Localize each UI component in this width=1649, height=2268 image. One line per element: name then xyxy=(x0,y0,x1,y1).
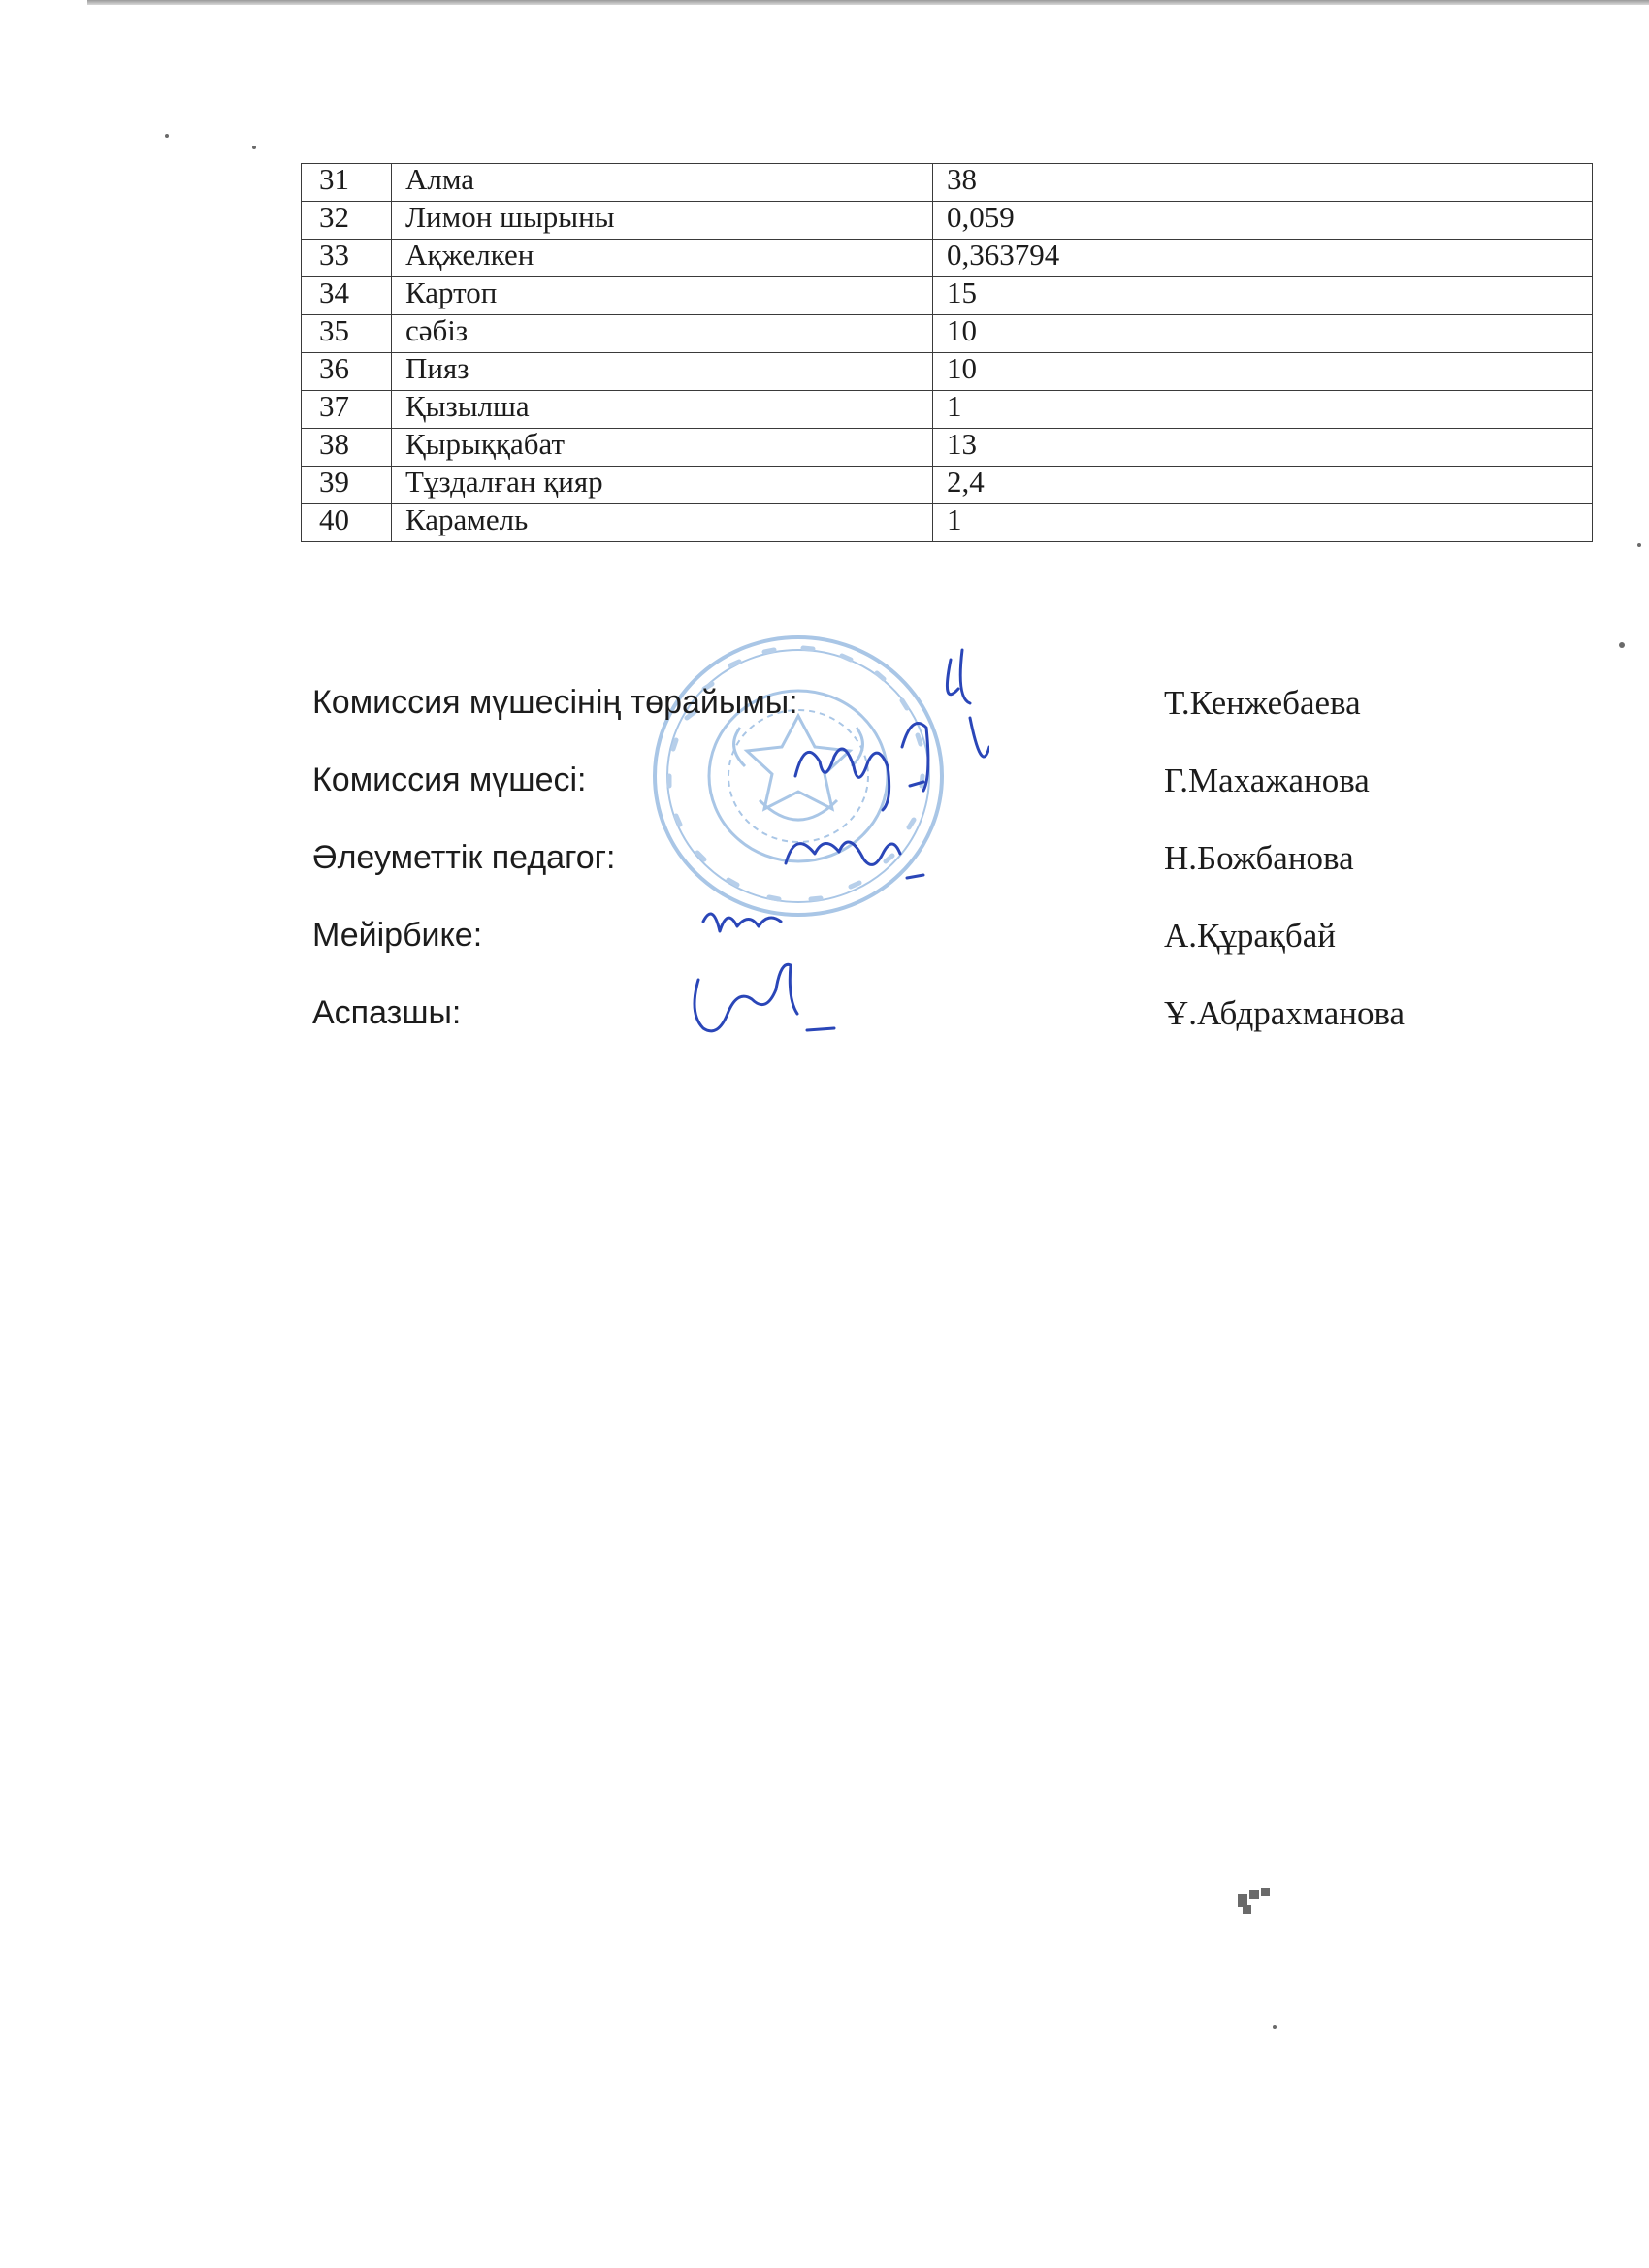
product-amount: 1 xyxy=(933,504,1593,542)
product-amount: 10 xyxy=(933,353,1593,391)
product-amount: 2,4 xyxy=(933,467,1593,504)
product-amount: 38 xyxy=(933,164,1593,202)
product-amount: 0,363794 xyxy=(933,240,1593,277)
table-row xyxy=(302,202,1593,240)
signatory-role: Комиссия мүшесінің төрайымы: xyxy=(312,684,798,721)
table-row xyxy=(302,467,1593,504)
row-number: 38 xyxy=(302,429,392,467)
table-row xyxy=(302,353,1593,391)
signatory-role: Аспазшы: xyxy=(312,994,462,1031)
signatory-role: Әлеуметтік педагог: xyxy=(312,839,616,876)
row-number: 32 xyxy=(302,202,392,240)
product-amount: 15 xyxy=(933,277,1593,315)
table-row xyxy=(302,315,1593,353)
product-name: Алма xyxy=(392,164,933,202)
signature-row xyxy=(312,761,1573,810)
product-name: Лимон шырыны xyxy=(392,202,933,240)
product-name: сәбіз xyxy=(392,315,933,353)
table-row xyxy=(302,240,1593,277)
signature-row xyxy=(312,917,1573,965)
product-name: Ақжелкен xyxy=(392,240,933,277)
row-number: 35 xyxy=(302,315,392,353)
signature-row xyxy=(312,839,1573,888)
product-name: Қырыққабат xyxy=(392,429,933,467)
row-number: 39 xyxy=(302,467,392,504)
signatory-role: Комиссия мүшесі: xyxy=(312,761,587,798)
product-name: Картоп xyxy=(392,277,933,315)
products-table xyxy=(301,163,1593,542)
table-row xyxy=(302,164,1593,202)
row-number: 36 xyxy=(302,353,392,391)
table-row xyxy=(302,277,1593,315)
row-number: 40 xyxy=(302,504,392,542)
product-name: Пияз xyxy=(392,353,933,391)
row-number: 37 xyxy=(302,391,392,429)
signatory-name: А.Құрақбай xyxy=(1164,917,1336,955)
table-row xyxy=(302,391,1593,429)
product-amount: 13 xyxy=(933,429,1593,467)
signatory-name: Г.Махажанова xyxy=(1164,761,1370,799)
product-name: Тұздалған қияр xyxy=(392,467,933,504)
table-row xyxy=(302,429,1593,467)
signatory-role: Мейірбике: xyxy=(312,917,483,954)
signature-row xyxy=(312,994,1573,1043)
table-row xyxy=(302,504,1593,542)
product-amount: 0,059 xyxy=(933,202,1593,240)
row-number: 34 xyxy=(302,277,392,315)
row-number: 33 xyxy=(302,240,392,277)
signature-row xyxy=(312,684,1573,732)
product-name: Карамель xyxy=(392,504,933,542)
signatory-name: Ұ.Абдрахманова xyxy=(1164,994,1406,1032)
signatory-name: Т.Кенжебаева xyxy=(1164,684,1361,722)
product-amount: 10 xyxy=(933,315,1593,353)
product-name: Қызылша xyxy=(392,391,933,429)
signatory-name: Н.Божбанова xyxy=(1164,839,1354,877)
scan-top-edge xyxy=(87,0,1649,5)
row-number: 31 xyxy=(302,164,392,202)
product-amount: 1 xyxy=(933,391,1593,429)
signature-block xyxy=(312,684,1573,1072)
